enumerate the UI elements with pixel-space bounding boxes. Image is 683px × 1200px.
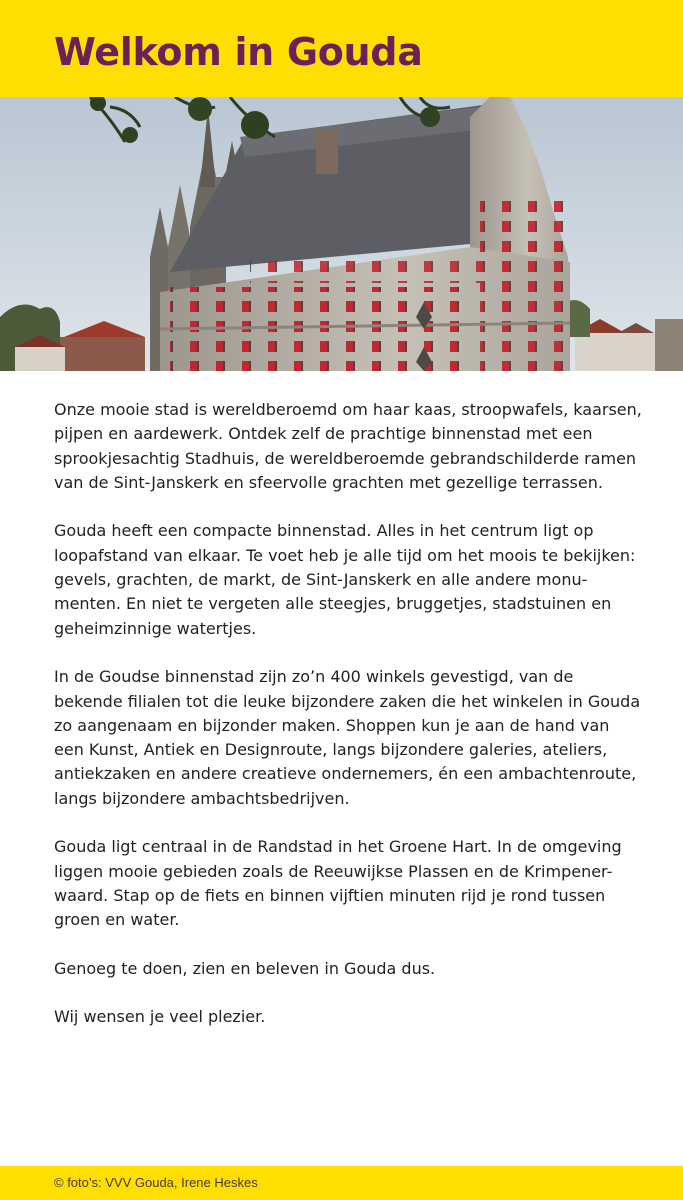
town-hall-photo xyxy=(0,97,683,371)
intro-text xyxy=(54,398,644,1054)
page-title: Welkom in Gouda xyxy=(54,30,423,74)
paragraph-3: In de Goudse binnenstad zijn zo’n 400 winkels gevestigd, van de bekende filialen tot die leuke bijzondere zaken die het winkelen in Gouda zo aangenaam en bijzonder maken. Shoppen kun je aan de hand van een Kunst, Antiek en Designroute, langs bijzondere galeries, ateliers, antiekzaken en andere creatieve ondernemers, én een ambachtenroute, langs bijzondere ambachtsbedrijven. xyxy=(54,667,641,808)
photo-credit: © foto’s: VVV Gouda, Irene Heskes xyxy=(54,1175,258,1190)
header-banner xyxy=(0,0,683,97)
footer-banner xyxy=(0,1166,683,1200)
paragraph-1: Onze mooie stad is wereldberoemd om haar kaas, stroopwafels, kaarsen, pijpen en aardewerk. Ontdek zelf de prachtige binnenstad met een sprookjesachtig Stadhuis, de wereldberoemde gebrandschilderde ramen van de Sint-Janskerk en sfeervolle grachten met gezellige terrassen. xyxy=(54,400,642,492)
paragraph-5: Genoeg te doen, zien en beleven in Gouda dus. xyxy=(54,958,436,978)
paragraph-2: Gouda heeft een compacte binnenstad. Alles in het centrum ligt op loopafstand van elkaar. Te voet heb je alle tijd om het moois te bekijken: gevels, grachten, de markt, de Sint-Janskerk en alle andere monu- menten. En niet te vergeten alle steegjes, bruggetjes, stadstuinen en geheimzinnige watertjes. xyxy=(54,521,636,638)
paragraph-4: Gouda ligt centraal in de Randstad in het Groene Hart. In de omgeving liggen mooie gebieden zoals de Reeuwijkse Plassen en de Krimpener- waard. Stap op de fiets en binnen vijftien minuten rijd je rond tussen groen en water. xyxy=(54,837,622,930)
paragraph-6: Wij wensen je veel plezier. xyxy=(54,1007,266,1027)
